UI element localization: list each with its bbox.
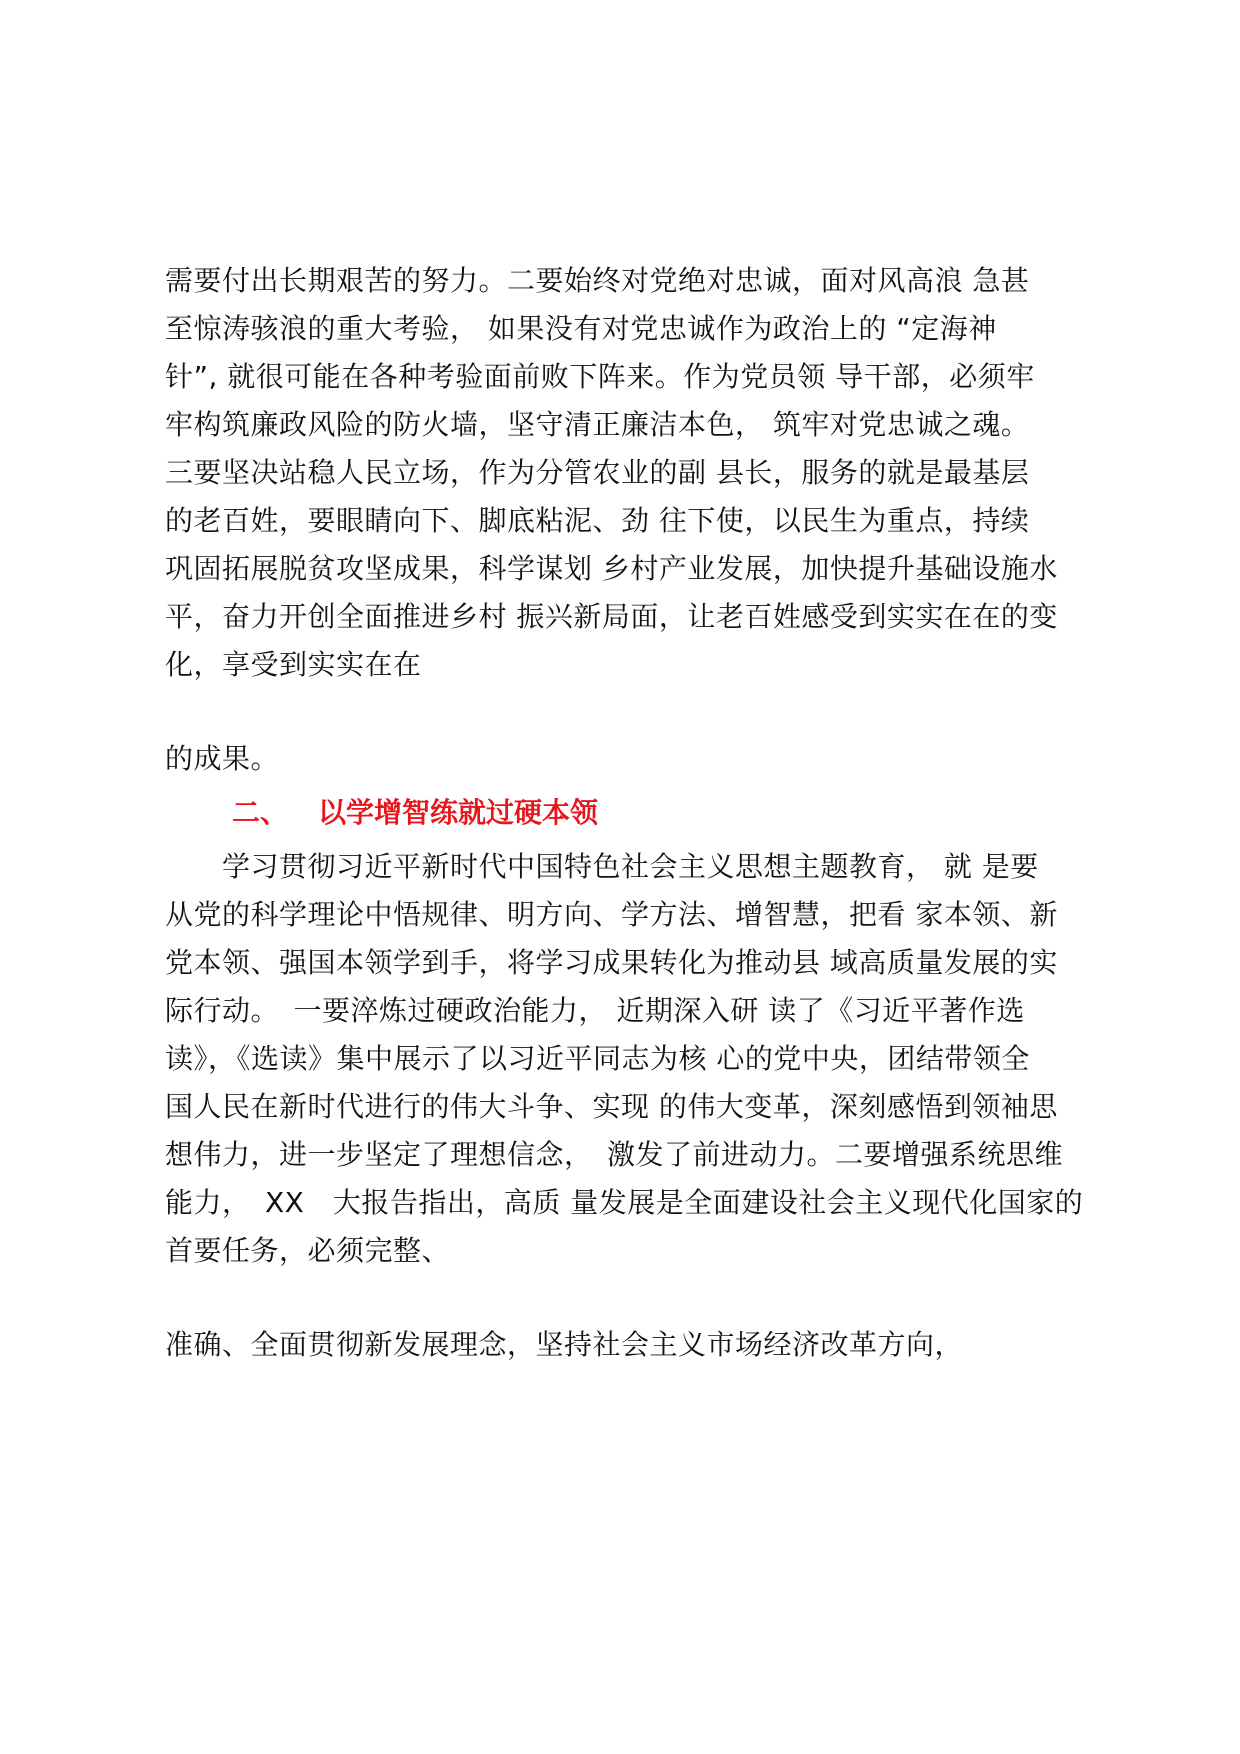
text-line: 至惊涛骇浪的重大考验， 如果没有对党忠诚作为政治上的 “定海神 [165, 312, 997, 345]
paragraph-1-tail [165, 735, 1090, 783]
text-line: 际行动。 一要淬炼过硬政治能力， 近期深入研 读了《习近平著作选 [165, 994, 1025, 1027]
text-line: 党本领、强国本领学到手，将学习成果转化为推动县 域高质量发展的实 [165, 946, 1058, 979]
text-line: 巩固拓展脱贫攻坚成果，科学谋划 乡村产业发展，加快提升基础设施水 [165, 552, 1058, 585]
text-line: 需要付出长期艰苦的努力。二要始终对党绝对忠诚，面对风高浪 急甚 [165, 264, 1030, 297]
text-line: 首要任务，必须完整、 [165, 1234, 451, 1267]
text-line: 准确、全面贯彻新发展理念，坚持社会主义市场经济改革方向， [165, 1328, 964, 1361]
text-line: 读》，《选读》集中展示了以习近平同志为核 心的党中央，团结带领全 [165, 1042, 1030, 1075]
text-line: 的成果。 [165, 742, 280, 775]
text-line: 针”, 就很可能在各种考验面前败下阵来。作为党员领 导干部，必须牢 [165, 360, 1035, 393]
paragraph-1 [165, 257, 1090, 689]
section-heading [232, 789, 598, 837]
text-line: 化，享受到实实在在 [165, 648, 422, 681]
text-line: 学习贯彻习近平新时代中国特色社会主义思想主题教育， 就 是要 [165, 850, 1039, 883]
paragraph-2 [165, 843, 1090, 1275]
paragraph-2-tail [165, 1321, 1090, 1369]
section-number: 二、 [232, 796, 289, 829]
text-line: 想伟力，进一步坚定了理想信念， 激发了前进动力。二要增强系统思维 [165, 1138, 1064, 1171]
text-line: 牢构筑廉政风险的防火墙，坚守清正廉洁本色， 筑牢对党忠诚之魂。 [165, 408, 1030, 441]
section-title: 以学增智练就过硬本领 [318, 796, 599, 829]
text-line: 的老百姓，要眼睛向下、脚底粘泥、劲 往下使，以民生为重点，持续 [165, 504, 1030, 537]
text-line: 从党的科学理论中悟规律、明方向、学方法、增智慧，把看 家本领、新 [165, 898, 1058, 931]
text-line: 三要坚决站稳人民立场，作为分管农业的副 县长，服务的就是最基层 [165, 456, 1030, 489]
text-line: 国人民在新时代进行的伟大斗争、实现 的伟大变革，深刻感悟到领袖思 [165, 1090, 1058, 1123]
text-line: 能力， XX 大报告指出，高质 量发展是全面建设社会主义现代化国家的 [165, 1186, 1084, 1219]
text-line: 平，奋力开创全面推进乡村 振兴新局面，让老百姓感受到实实在在的变 [165, 600, 1058, 633]
